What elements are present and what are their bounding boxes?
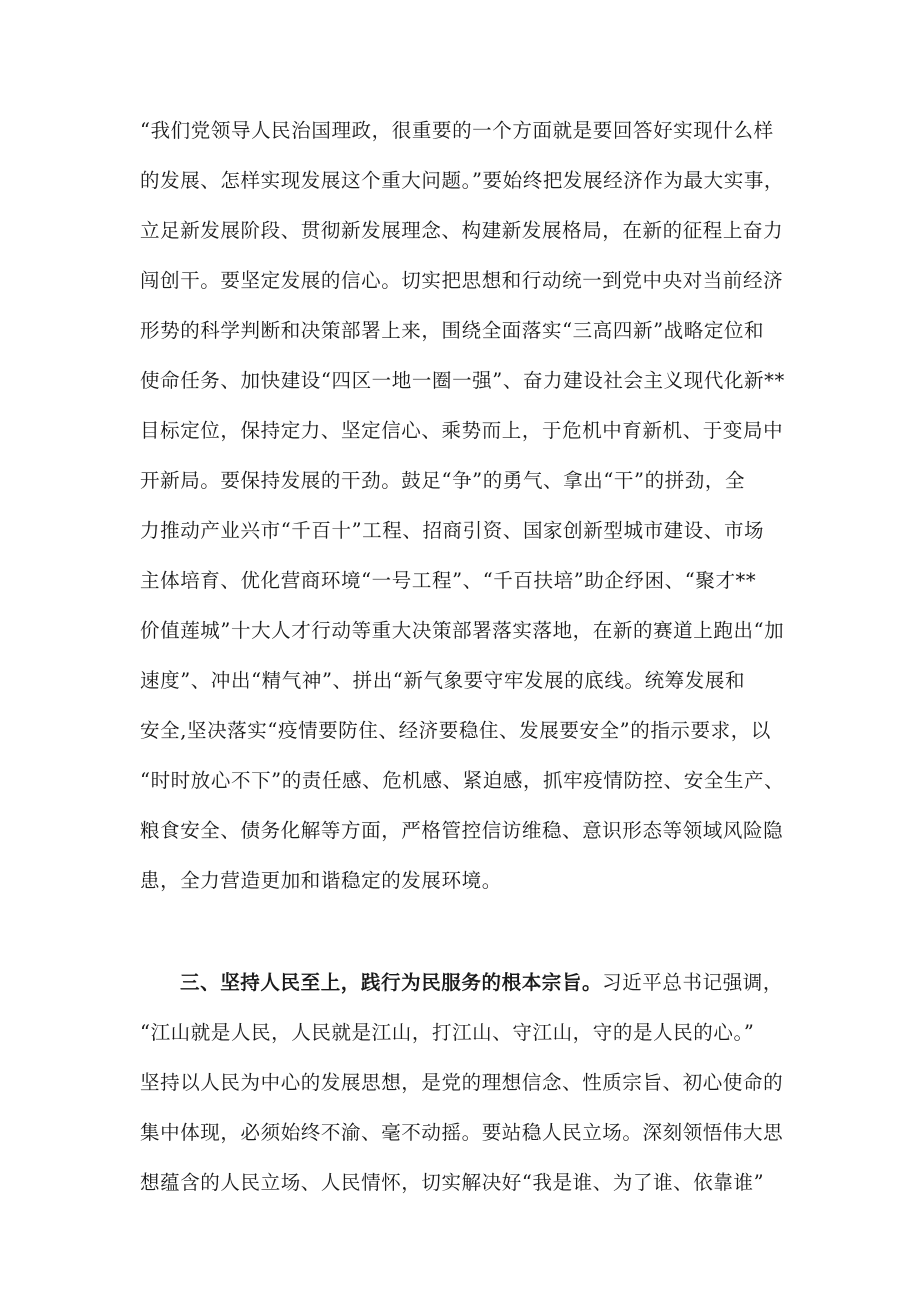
paragraph-1-line: 安全,坚决落实“疫情要防住、经济要稳住、发展要安全”的指示要求，以 <box>140 719 771 742</box>
paragraph-1-line: “时时放心不下”的责任感、危机感、紧迫感，抓牢疫情防控、安全生产、 <box>140 769 785 792</box>
paragraph-1-line: 使命任务、加快建设“四区一地一圈一强”、奋力建设社会主义现代化新** <box>140 369 785 392</box>
paragraph-1-line: 的发展、怎样实现发展这个重大问题。”要始终把发展经济作为最大实事， <box>140 169 785 192</box>
paragraph-1-line: 力推动产业兴市“千百十”工程、招商引资、国家创新型城市建设、市场 <box>140 519 765 542</box>
paragraph-2-line: 集中体现，必须始终不渝、毫不动摇。要站稳人民立场。深刻领悟伟大思 <box>140 1121 784 1144</box>
section-3-heading: 三、坚持人民至上，践行为民服务的根本宗旨。 <box>180 971 603 994</box>
section-3-first-line <box>180 970 800 996</box>
paragraph-1-line: 患，全力营造更加和谐稳定的发展环境。 <box>140 869 502 892</box>
paragraph-2-line: “江山就是人民，人民就是江山，打江山、守江山，守的是人民的心。” <box>140 1021 755 1044</box>
paragraph-1-line: 闯创干。要坚定发展的信心。切实把思想和行动统一到党中央对当前经济 <box>140 269 784 292</box>
paragraph-1-line: 开新局。要保持发展的干劲。鼓足“争”的勇气、拿出“干”的拼劲，全 <box>140 469 746 492</box>
section-3-heading-tail: 习近平总书记强调， <box>602 971 784 994</box>
paragraph-1-line: 速度”、冲出“精气神”、拼出“新气象要守牢发展的底线。统筹发展和 <box>140 669 746 692</box>
paragraph-1-line: 目标定位，保持定力、坚定信心、乘势而上，于危机中育新机、于变局中 <box>140 419 784 442</box>
paragraph-1-line: “我们党领导人民治国理政，很重要的一个方面就是要回答好实现什么样 <box>140 119 774 142</box>
paragraph-2-line: 想蕴含的人民立场、人民情怀，切实解决好“我是谁、为了谁、依靠谁” <box>140 1171 765 1194</box>
paragraph-1-line: 粮食安全、债务化解等方面，严格管控信访维稳、意识形态等领域风险隐 <box>140 819 784 842</box>
paragraph-1-line: 主体培育、优化营商环境“一号工程”、“千百扶培”助企纾困、“聚才** <box>140 569 757 592</box>
paragraph-1-line: 价值莲城”十大人才行动等重大决策部署落实落地，在新的赛道上跑出“加 <box>140 619 785 642</box>
paragraph-1-line: 立足新发展阶段、贯彻新发展理念、构建新发展格局，在新的征程上奋力 <box>140 219 784 242</box>
paragraph-1-line: 形势的科学判断和决策部署上来，围绕全面落实“三高四新”战略定位和 <box>140 319 765 342</box>
paragraph-2-line: 坚持以人民为中心的发展思想，是党的理想信念、性质宗旨、初心使命的 <box>140 1071 784 1094</box>
